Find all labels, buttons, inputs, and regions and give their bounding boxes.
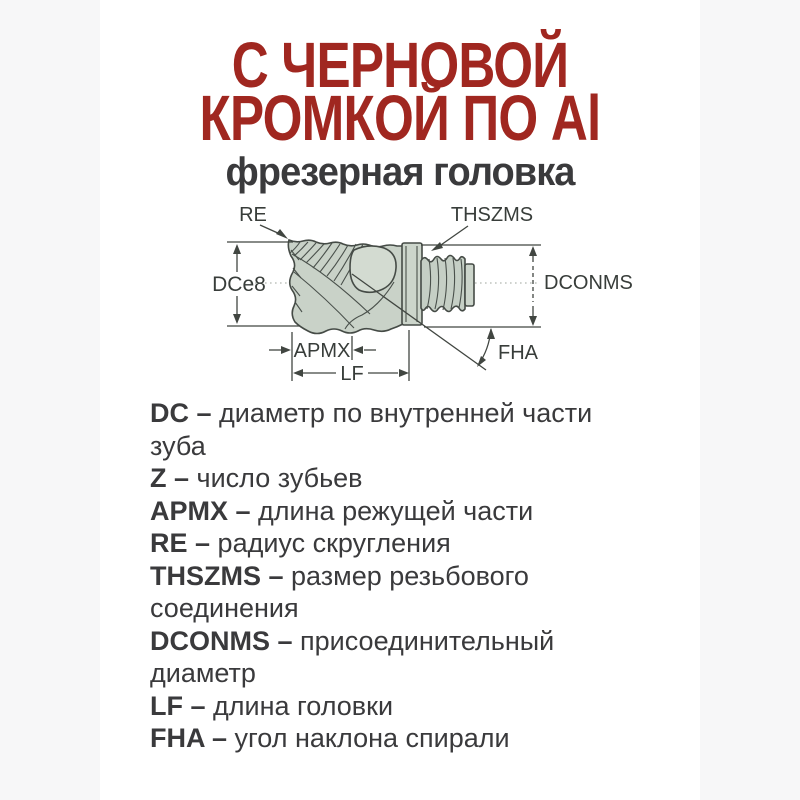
cutter-head <box>288 240 403 334</box>
legend-item <box>150 527 622 560</box>
apmx-label: APMX <box>293 340 351 362</box>
shank-end-cap <box>465 264 474 306</box>
legend-abbr: LF – <box>150 690 206 721</box>
fha-label: FHA <box>498 342 538 364</box>
legend-desc: длина головки <box>213 690 394 721</box>
legend-desc: присоединительный диаметр <box>150 625 555 688</box>
legend-item <box>150 722 622 755</box>
flute-face-lobe <box>350 246 396 292</box>
legend-abbr: Z – <box>150 463 190 493</box>
re-arrowhead <box>276 229 288 239</box>
page-title-line-1: С ЧЕРНОВОЙ <box>231 29 569 101</box>
dce8-label: DCe8 <box>212 273 266 296</box>
legend-desc: угол наклона спирали <box>234 723 510 753</box>
legend-abbr: APMX – <box>150 495 251 526</box>
legend-item <box>150 462 622 495</box>
threaded-shank <box>421 256 474 312</box>
legend-item <box>150 690 622 723</box>
legend-desc: размер резьбового соединения <box>150 560 529 623</box>
legend-item <box>150 625 622 690</box>
legend-abbr: DC – <box>150 398 212 428</box>
legend-item <box>150 560 622 625</box>
dce8-dimension <box>212 242 300 326</box>
legend-abbr: DCONMS – <box>150 625 293 656</box>
re-callout <box>239 204 288 239</box>
re-label: RE <box>239 204 267 226</box>
header <box>100 29 700 195</box>
legend <box>150 397 622 755</box>
page-title-line-2: КРОМКОЙ ПО Al <box>199 82 601 154</box>
thszms-arrowhead <box>431 242 443 251</box>
legend-desc: диаметр по внутренней части зуба <box>150 398 593 461</box>
content-panel <box>100 0 700 800</box>
legend-desc: радиус скругления <box>217 528 451 558</box>
legend-abbr: THSZMS – <box>150 560 284 591</box>
lf-label: LF <box>340 363 364 385</box>
legend-abbr: RE – <box>150 528 211 558</box>
dconms-label: DCONMS <box>544 272 633 294</box>
legend-item <box>150 397 622 462</box>
legend-desc: число зубьев <box>196 463 363 493</box>
thszms-label: THSZMS <box>450 204 534 226</box>
page-subtitle: фрезерная головка <box>225 150 575 194</box>
legend-abbr: FHA – <box>150 723 228 753</box>
legend-item <box>150 495 622 528</box>
thszms-callout <box>431 204 533 251</box>
legend-desc: длина режущей части <box>258 495 534 526</box>
milling-head-diagram <box>200 196 650 388</box>
